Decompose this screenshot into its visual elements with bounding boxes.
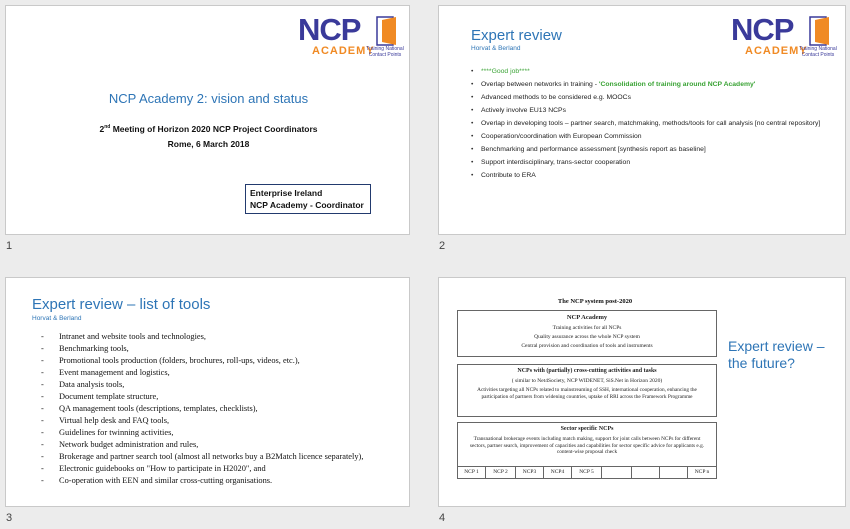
list-item: - Intranet and website tools and technologies, (35, 331, 375, 343)
tools-list (35, 331, 375, 487)
slide-thumbnail-4[interactable] (438, 277, 846, 507)
slide-number-1: 1 (6, 240, 13, 252)
ncp-cell: NCP3 (516, 467, 544, 478)
door-icon (376, 16, 398, 46)
list-item: - Brokerage and partner search tool (almost all networks buy a B2Match licence separately), (35, 451, 375, 463)
list-item: - Benchmarking tools, (35, 343, 375, 355)
ncp-academy-box: NCP Academy Training activities for all NCPs Quality assurance across the whole NCP system Central provision and coordination of tools and instruments (457, 310, 717, 357)
slide-subtitle: Horvat & Berland (471, 45, 521, 52)
slide-title: Expert review – the future? (728, 338, 825, 371)
slide-number-4: 4 (439, 512, 446, 524)
coordinator-box: Enterprise Ireland NCP Academy - Coordinator (245, 184, 371, 214)
slide-number-3: 3 (6, 512, 13, 524)
slide-thumbnail-3[interactable] (5, 277, 410, 507)
meeting-line: 2nd Meeting of Horizon 2020 NCP Project Coordinators (99, 124, 318, 134)
list-item: • Contribute to ERA (471, 172, 821, 181)
sector-ncps-box: Sector specific NCPs Transnational brokerage events including match making, support for joint calls between NCPs for different sectors, partner search, improvement of capacities and capabilities for sector specific advice for applicants e.g. content-wise proposal check NCP 1 NCP 2 NCP3 NCP4 NCP 5 NCP n (457, 422, 717, 479)
ncp-cell (632, 467, 660, 478)
list-item: • Actively involve EU13 NCPs (471, 107, 821, 116)
slide-thumbnail-2[interactable] (438, 5, 846, 235)
diagram-heading: The NCP system post-2020 (557, 298, 633, 305)
ncp-cells-row (457, 466, 717, 479)
list-item: - Data analysis tools, (35, 379, 375, 391)
location-date: Rome, 6 March 2018 (167, 139, 250, 149)
cross-cutting-box: NCPs with (partially) cross-cutting activities and tasks ( similar to Net4Society, NCP WIDENET, SiS.Net in Horizon 2020) Activities targeting all NCPs related to mainstreaming of SSH, international cooperation, enhancing the participation of partners from widening countries, uptake of RRI across the Framework Programme (457, 364, 717, 417)
list-item: • Cooperation/coordination with European Commission (471, 133, 821, 142)
door-icon (809, 16, 831, 46)
list-item: • Benchmarking and performance assessment [synthesis report as baseline] (471, 146, 821, 155)
list-item: • Support interdisciplinary, trans-sector cooperation (471, 159, 821, 168)
ncp-academy-logo: NCP ACADEMY Training National Contact Points (298, 12, 404, 58)
ncp-cell: NCP 1 (458, 467, 486, 478)
slide-thumbnail-1[interactable] (5, 5, 410, 235)
ncp-cell: NCP4 (544, 467, 572, 478)
list-item: • Overlap between networks in training - 'Consolidation of training around NCP Academy' (471, 81, 821, 90)
list-item: - Virtual help desk and FAQ tools, (35, 415, 375, 427)
list-item: - Co-operation with EEN and similar cross-cutting organisations. (35, 475, 375, 487)
list-item: - Guidelines for twinning activities, (35, 427, 375, 439)
list-item: - Promotional tools production (folders, brochures, roll-ups, videos, etc.), (35, 355, 375, 367)
list-item: • Advanced methods to be considered e.g. MOOCs (471, 94, 821, 103)
review-bullets (471, 68, 821, 181)
list-item: • Overlap in developing tools – partner search, matchmaking, methods/tools for call analysis [no central repository] (471, 120, 821, 129)
slide-title: Expert review (471, 27, 562, 44)
list-item: - Event management and logistics, (35, 367, 375, 379)
list-item: - Document template structure, (35, 391, 375, 403)
ncp-cell: NCP 2 (486, 467, 516, 478)
list-item: • ****Good job**** (471, 68, 821, 77)
list-item: - Electronic guidebooks on "How to participate in H2020", and (35, 463, 375, 475)
slide-subtitle: Horvat & Berland (32, 315, 82, 322)
ncp-cell: NCP 5 (572, 467, 602, 478)
slide-number-2: 2 (439, 240, 446, 252)
list-item: - Network budget administration and rules, (35, 439, 375, 451)
ncp-cell: NCP n (694, 469, 710, 475)
ncp-academy-logo: NCP ACADEMY Training National Contact Points (731, 12, 837, 58)
list-item: - QA management tools (descriptions, templates, checklists), (35, 403, 375, 415)
slide-title: Expert review – list of tools (32, 296, 211, 313)
ncp-cell (602, 467, 632, 478)
slide-title: NCP Academy 2: vision and status (108, 91, 309, 106)
ncp-cell (660, 467, 688, 478)
